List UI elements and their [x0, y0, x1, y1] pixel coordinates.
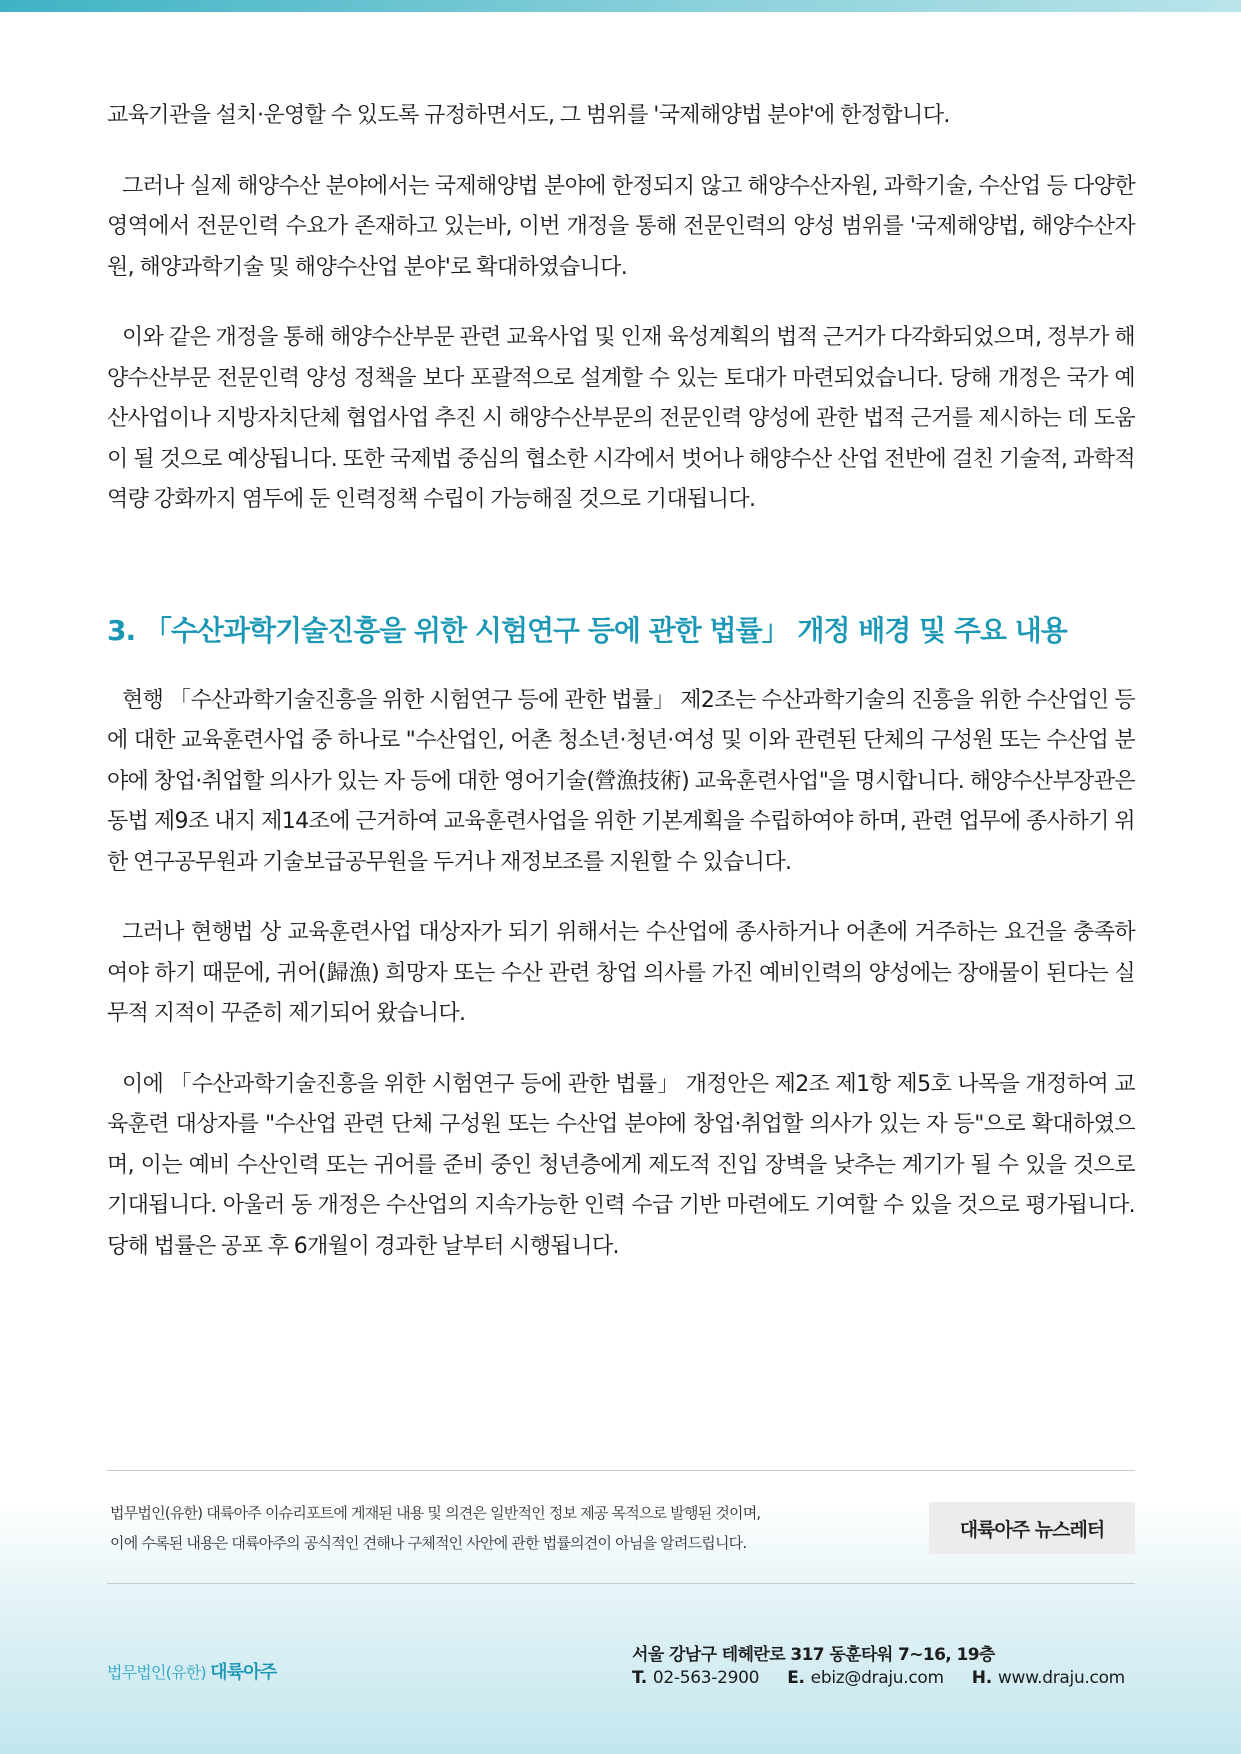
- brand-prefix: 법무법인(유한): [107, 1663, 206, 1682]
- paragraph-2: 그러나 실제 해양수산 분야에서는 국제해양법 분야에 한정되지 않고 해양수산자원, 과학기술, 수산업 등 다양한 영역에서 전문인력 수요가 존재하고 있는바, 이번 개정을 통해 전문인력의 양성 범위를 '국제해양법, 해양수산자원, 해양과학기술 및 해양수산업 분야'로 확대하였습니다.: [107, 173, 1135, 280]
- paragraph-3: 이와 같은 개정을 통해 해양수산부문 관련 교육사업 및 인재 육성계획의 법적 근거가 다각화되었으며, 정부가 해양수산부문 전문인력 양성 정책을 보다 포괄적으로 설계할 수 있는 토대가 마련되었습니다. 당해 개정은 국가 예산사업이나 지방자치단체 협업사업 추진 시 해양수산부문의 전문인력 양성에 관한 법적 근거를 제시하는 데 도움이 될 것으로 예상됩니다. 또한 국제법 중심의 협소한 시각에서 벗어나 해양수산 산업 전반에 걸친 기술적, 과학적 역량 강화까지 염두에 둔 인력정책 수립이 가능해질 것으로 기대됩니다.: [107, 325, 1135, 512]
- phone-number: 02-563-2900: [652, 1668, 760, 1688]
- office-address: 서울 강남구 테헤란로 317 동훈타워 7~16, 19층: [632, 1645, 995, 1665]
- homepage-link[interactable]: www.draju.com: [997, 1668, 1125, 1688]
- email-label: E.: [787, 1668, 805, 1688]
- newsletter-button[interactable]: 대륙아주 뉴스레터: [929, 1502, 1135, 1554]
- disclaimer: [110, 1498, 810, 1558]
- brand-logo: [107, 1658, 276, 1684]
- disclaimer-line-1: 법무법인(유한) 대륙아주 이슈리포트에 게재된 내용 및 의견은 일반적인 정보 제공 목적으로 발행된 것이며,: [110, 1504, 761, 1522]
- paragraph-4: 현행 「수산과학기술진흥을 위한 시험연구 등에 관한 법률」 제2조는 수산과학기술의 진흥을 위한 수산업인 등에 대한 교육훈련사업 중 하나로 "수산업인, 어촌 청소년·청년·여성 및 이와 관련된 단체의 구성원 또는 수산업 분야에 창업·취업할 의사가 있는 자 등에 대한 영어기술(營漁技術) 교육훈련사업"을 명시합니다. 해양수산부장관은 동법 제9조 내지 제14조에 근거하여 교육훈련사업을 위한 기본계획을 수립하여야 하며, 관련 업무에 종사하기 위한 연구공무원과 기술보급공무원을 두거나 재정보조를 지원할 수 있습니다.: [107, 687, 1135, 875]
- footer-divider-bottom: [107, 1583, 1135, 1584]
- phone-label: T.: [632, 1668, 647, 1688]
- footer-divider-top: [107, 1470, 1135, 1471]
- homepage-label: H.: [971, 1668, 992, 1688]
- top-accent-bar: [0, 0, 1241, 12]
- disclaimer-line-2: 이에 수록된 내용은 대륙아주의 공식적인 견해나 구체적인 사안에 관한 법률의견이 아님을 알려드립니다.: [110, 1534, 747, 1552]
- article-body: [107, 96, 1135, 1267]
- contact-phone: [632, 1668, 759, 1688]
- contact-homepage: [972, 1668, 1125, 1688]
- brand-name: 대륙아주: [210, 1662, 277, 1683]
- contact-email: [787, 1668, 944, 1688]
- contact-info: [632, 1668, 1125, 1688]
- paragraph-5: 그러나 현행법 상 교육훈련사업 대상자가 되기 위해서는 수산업에 종사하거나 어촌에 거주하는 요건을 충족하여야 하기 때문에, 귀어(歸漁) 희망자 또는 수산 관련 창업 의사를 가진 예비인력의 양성에는 장애물이 된다는 실무적 지적이 꾸준히 제기되어 왔습니다.: [107, 920, 1135, 1026]
- email-address[interactable]: ebiz@draju.com: [810, 1668, 944, 1688]
- paragraph-6: 이에 「수산과학기술진흥을 위한 시험연구 등에 관한 법률」 개정안은 제2조 제1항 제5호 나목을 개정하여 교육훈련 대상자를 "수산업 관련 단체 구성원 또는 수산업 분야에 창업·취업할 의사가 있는 자 등"으로 확대하였으며, 이는 예비 수산인력 또는 귀어를 준비 중인 청년층에게 제도적 진입 장벽을 낮추는 계기가 될 수 있을 것으로 기대됩니다. 아울러 동 개정은 수산업의 지속가능한 인력 수급 기반 마련에도 기여할 수 있을 것으로 평가됩니다. 당해 법률은 공포 후 6개월이 경과한 날부터 시행됩니다.: [107, 1071, 1135, 1259]
- section-heading: 3. 「수산과학기술진흥을 위한 시험연구 등에 관한 법률」 개정 배경 및 주요 내용: [107, 613, 1067, 647]
- paragraph-1: 교육기관을 설치·운영할 수 있도록 규정하면서도, 그 범위를 '국제해양법 분야'에 한정합니다.: [107, 103, 950, 128]
